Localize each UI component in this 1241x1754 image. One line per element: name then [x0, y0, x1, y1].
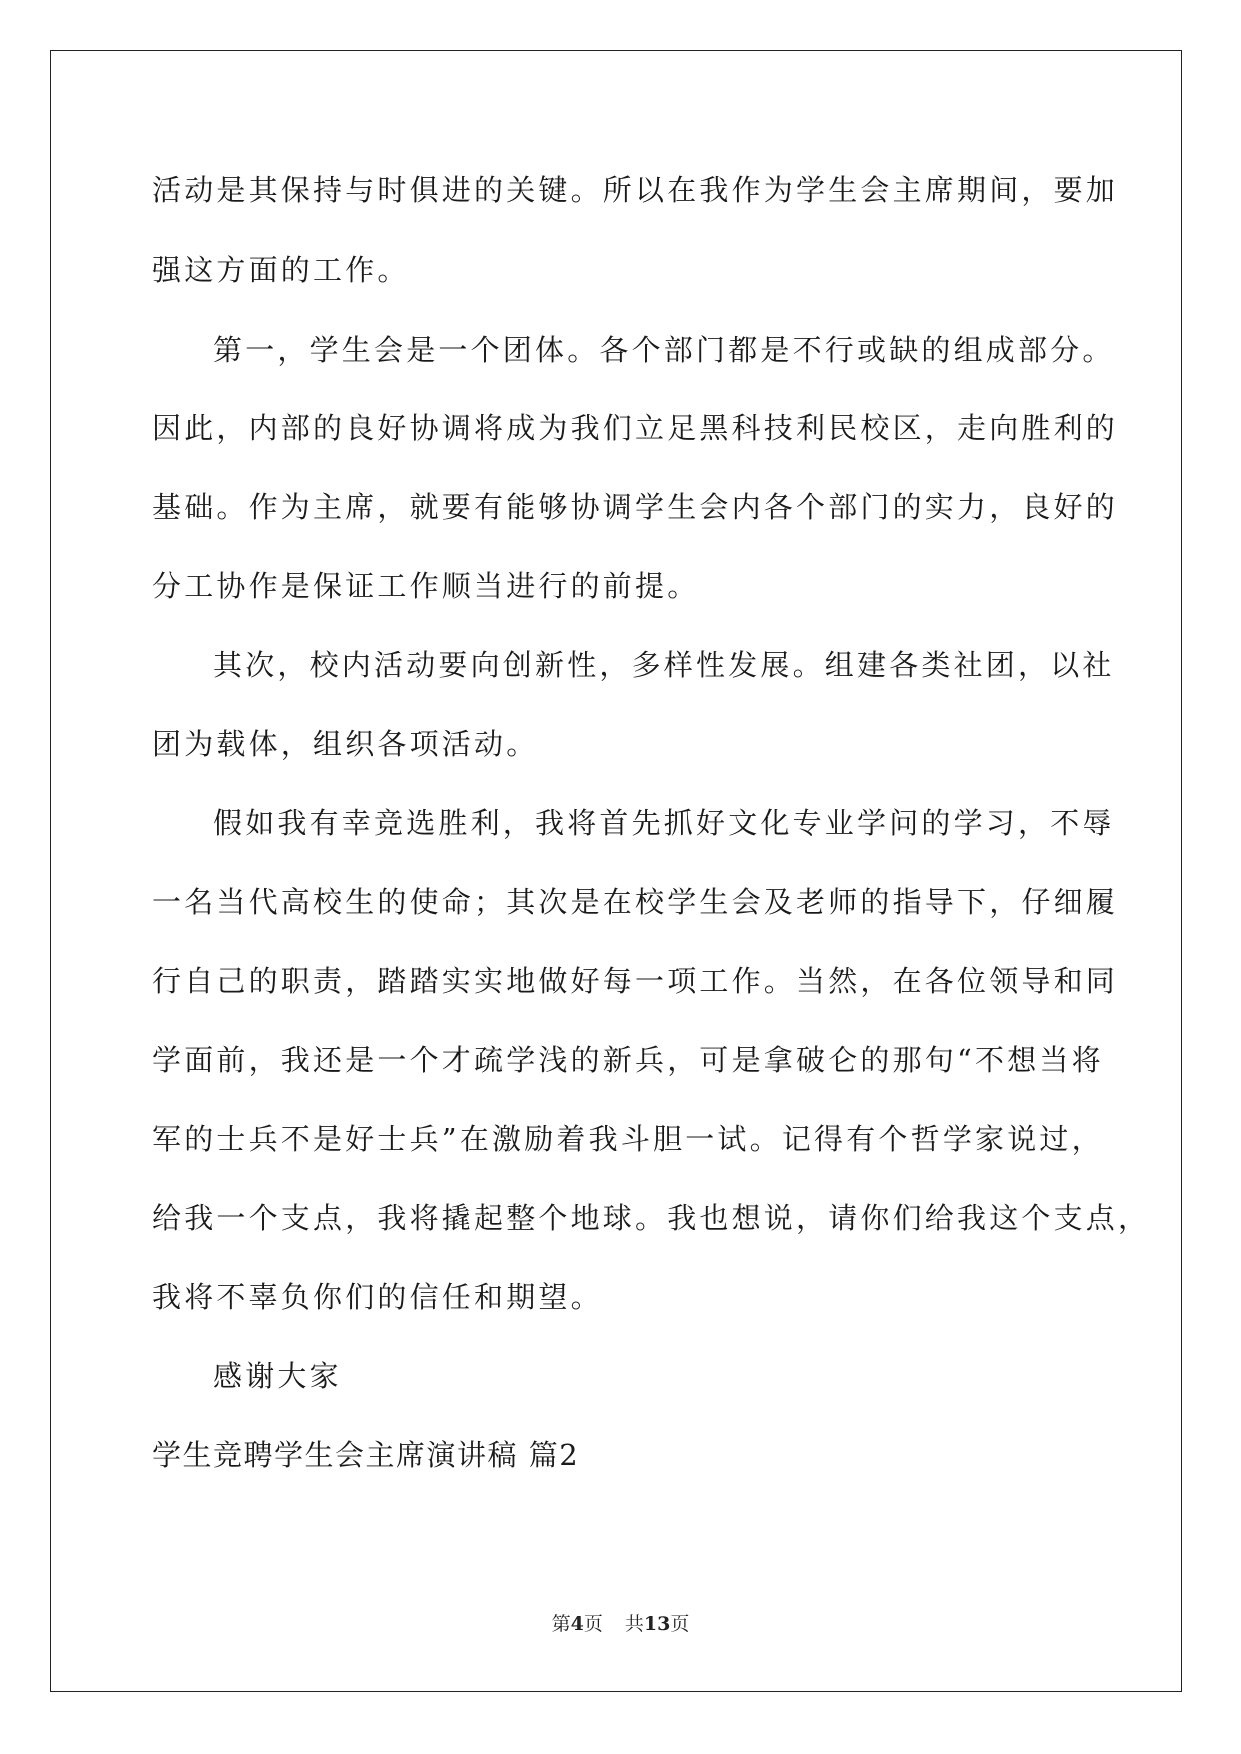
- text-line: 其次，校内活动要向创新性，多样性发展。组建各类社团，以社: [213, 648, 1115, 682]
- text-line: 分工协作是保证工作顺当进行的前提。: [152, 569, 700, 603]
- text-line: 学面前，我还是一个才疏学浅的新兵，可是拿破仑的那句“不想当将: [152, 1043, 1104, 1077]
- text-line: 假如我有幸竞选胜利，我将首先抓好文化专业学问的学习，不辱: [213, 806, 1115, 840]
- text-line: 基础。作为主席，就要有能够协调学生会内各个部门的实力，良好的: [152, 490, 1119, 524]
- text-line: 活动是其保持与时俱进的关键。所以在我作为学生会主席期间，要加: [152, 173, 1119, 207]
- total-prefix: 共: [624, 1613, 644, 1635]
- text-line: 我将不辜负你们的信任和期望。: [152, 1280, 603, 1314]
- text-line: 一名当代高校生的使命；其次是在校学生会及老师的指导下，仔细履: [152, 885, 1119, 919]
- page-total: 13: [643, 1613, 671, 1635]
- text-line: 因此，内部的良好协调将成为我们立足黑科技利民校区，走向胜利的: [152, 411, 1119, 445]
- text-line: 军的士兵不是好士兵”在激励着我斗胆一试。记得有个哲学家说过，: [152, 1122, 1104, 1156]
- text-line: 强这方面的工作。: [152, 253, 410, 287]
- page-prefix: 第: [551, 1613, 571, 1635]
- text-line: 行自己的职责，踏踏实实地做好每一项工作。当然，在各位领导和同: [152, 964, 1119, 998]
- text-line: 第一，学生会是一个团体。各个部门都是不行或缺的组成部分。: [213, 333, 1115, 367]
- page-unit: 页: [583, 1613, 603, 1635]
- text-line: 团为载体，组织各项活动。: [152, 727, 539, 761]
- total-unit: 页: [670, 1613, 690, 1635]
- page-number: 4: [570, 1613, 584, 1635]
- text-line: 给我一个支点，我将撬起整个地球。我也想说，请你们给我这个支点，: [152, 1201, 1151, 1235]
- page-footer: [0, 1612, 1241, 1636]
- closing-line: 感谢大家: [213, 1359, 342, 1393]
- section-heading: 学生竞聘学生会主席演讲稿 篇2: [152, 1438, 580, 1472]
